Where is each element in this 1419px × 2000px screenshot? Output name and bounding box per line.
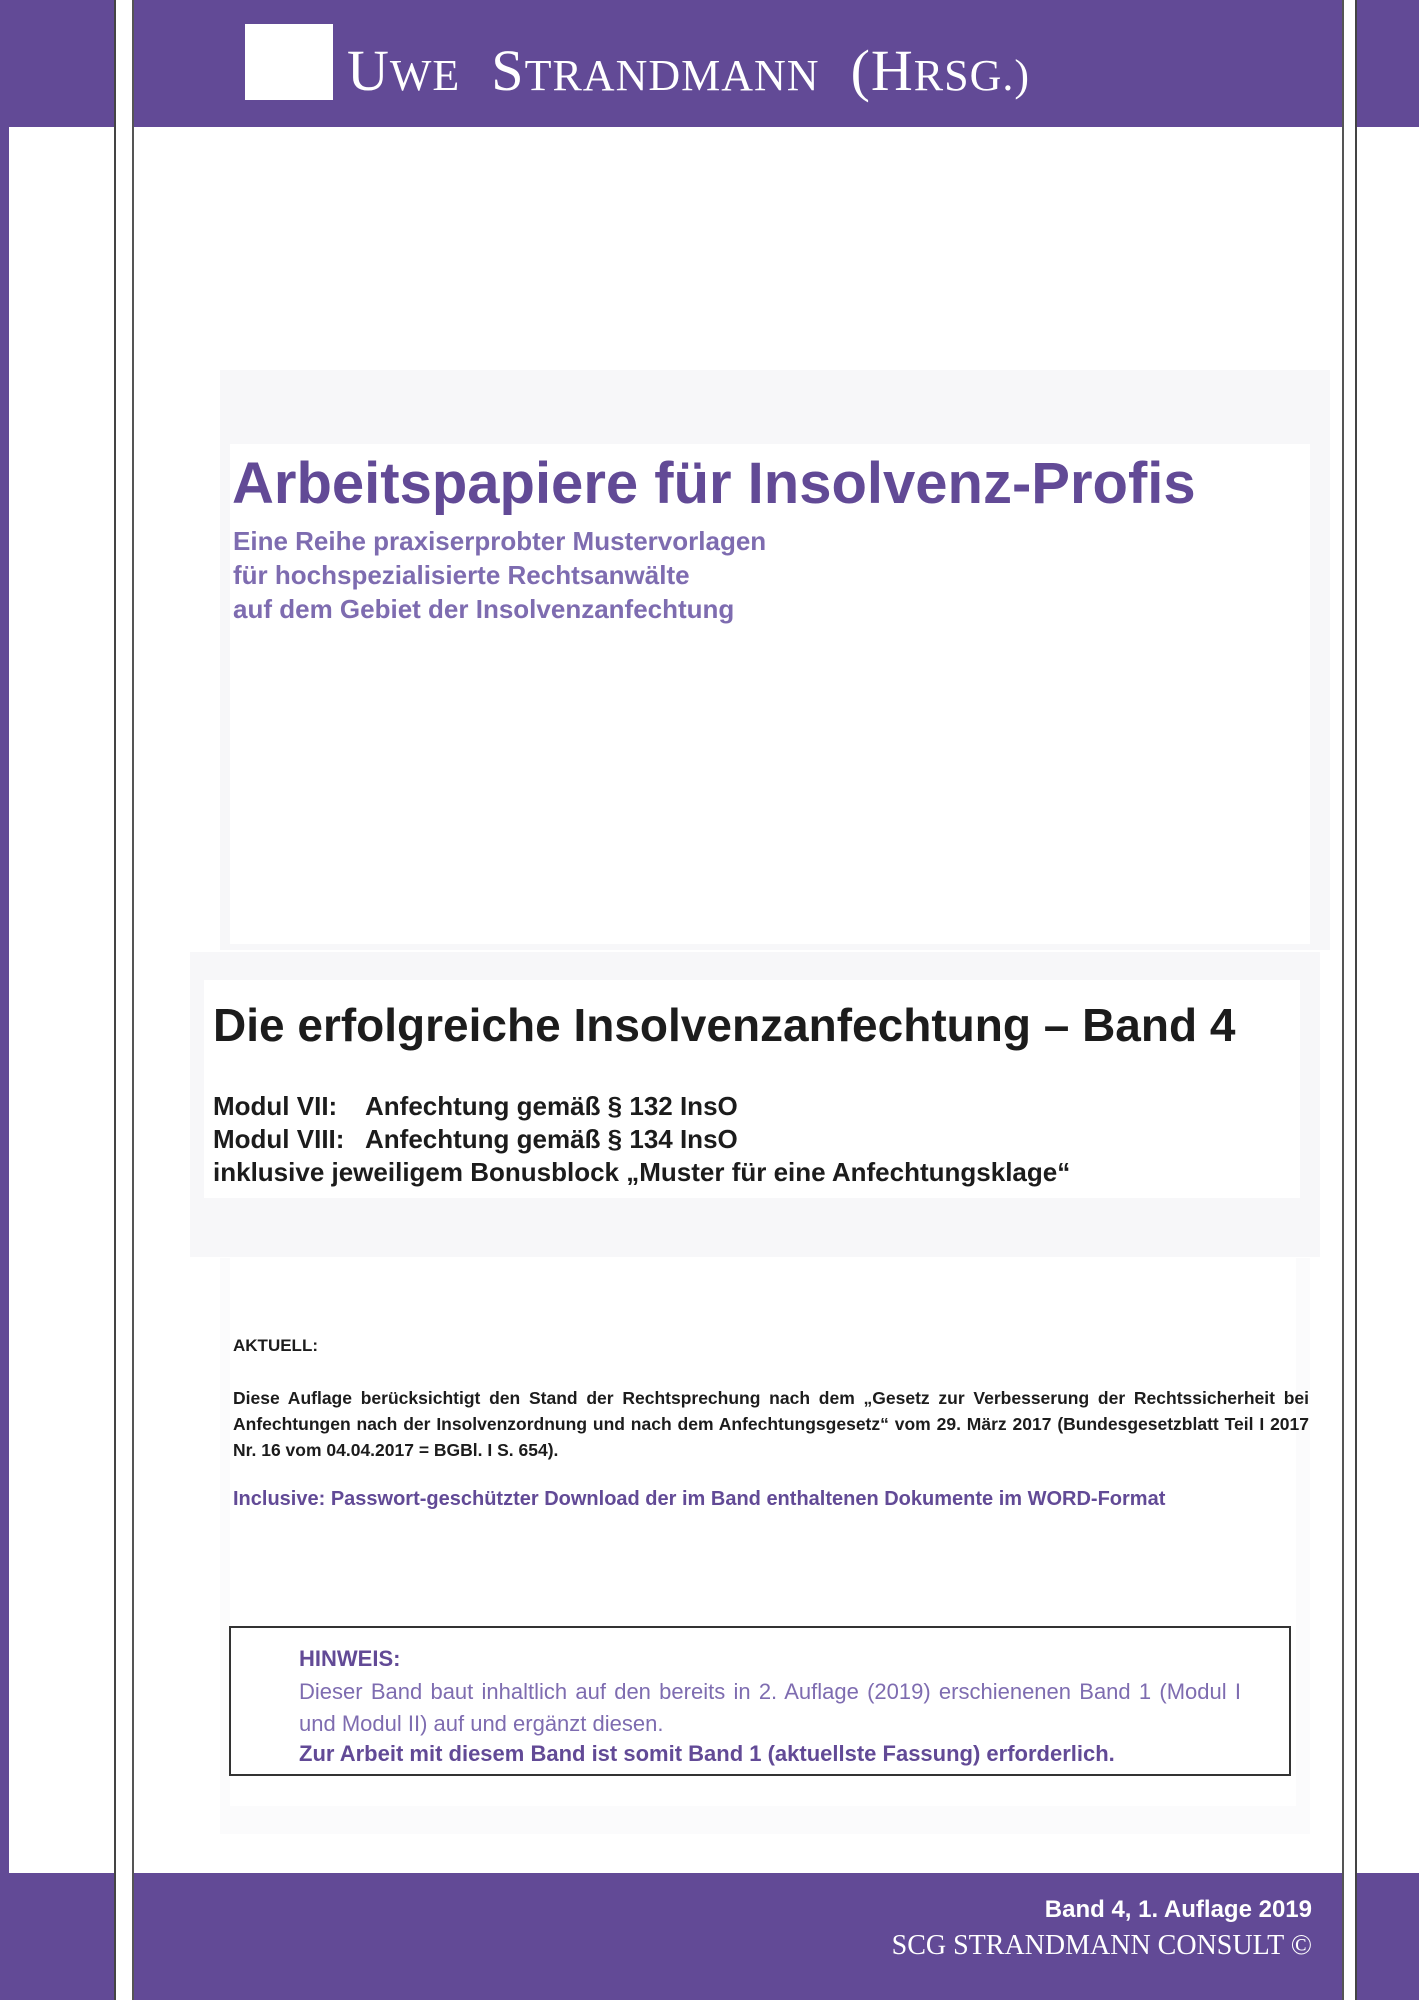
module-text: Anfechtung gemäß § 132 InsO [365,1091,738,1121]
logo-square [245,24,333,100]
left-strip-footer-bar [0,1873,115,2000]
bonus-line: inklusive jeweiligem Bonusblock „Muster für eine Anfechtungsklage“ [213,1157,1071,1187]
author-initial-2: S [491,38,525,103]
module-label: Modul VII: [213,1091,338,1121]
hinweis-label: HINWEIS: [299,1646,401,1671]
aktuell-label: AKTUELL: [233,1336,318,1355]
hinweis-bold-text: Zur Arbeit mit diesem Band ist somit Band 1 (aktuellste Fassung) erforderlich. [299,1741,1115,1766]
series-subtitle-line: für hochspezialisierte Rechtsanwälte [233,560,690,590]
author-initial-1: U [347,38,390,103]
series-title: Arbeitspapiere für Insolvenz-Profis [232,451,1196,516]
edition-info: Band 4, 1. Auflage 2019 [1044,1896,1312,1923]
aktuell-text: Diese Auflage berücksichtigt den Stand der Rechtsprechung nach dem „Gesetz zur Verbesserung der Rechtssicherheit bei Anfechtungen nach der Insolvenzordnung und nach dem Anfechtungsgesetz“ vom 29. März 2017 (Bundesgesetzblatt Teil I 2017 Nr. 16 vom 04.04.2017 = BGBl. I S. 654). [233,1388,1309,1460]
right-strip-header-bar [1356,0,1419,127]
left-strip-header-bar [0,0,115,127]
left-edge-line [0,0,9,2000]
series-subtitle-line: auf dem Gebiet der Insolvenzanfechtung [233,594,735,624]
module-row [213,1123,1070,1156]
right-strip-footer-bar [1356,1873,1419,2000]
editor-open: (H [850,38,914,103]
right-strip-border [1355,0,1357,2000]
module-text: Anfechtung gemäß § 134 InsO [365,1124,738,1154]
module-label: Modul VIII: [213,1124,345,1154]
book-cover [132,0,1344,2000]
module-row [213,1090,1070,1123]
series-subtitle [233,524,766,626]
editor-rest: RSG.) [913,51,1031,100]
footer-bar [134,1873,1342,2000]
inclusive-note: Inclusive: Passwort-geschützter Download der im Band enthaltenen Dokumente im WORD-Format [233,1488,1166,1510]
module-list [213,1090,1070,1189]
hinweis-text: Dieser Band baut inhaltlich auf den bereits in 2. Auflage (2019) erschienenen Band 1 (Modul I und Modul II) auf und ergänzt diesen. [299,1679,1241,1736]
header-bar [134,0,1342,127]
author-rest-1: WE [389,51,461,100]
left-strip-border [114,0,116,2000]
publisher-name: SCG STRANDMANN CONSULT © [891,1930,1312,1961]
author-rest-2: TRANDMANN [524,51,820,100]
series-panel [230,444,1310,944]
series-subtitle-line: Eine Reihe praxiserprobter Mustervorlagen [233,526,767,556]
book-title: Die erfolgreiche Insolvenzanfechtung – Band 4 [213,999,1236,1051]
author-name [347,38,1031,103]
